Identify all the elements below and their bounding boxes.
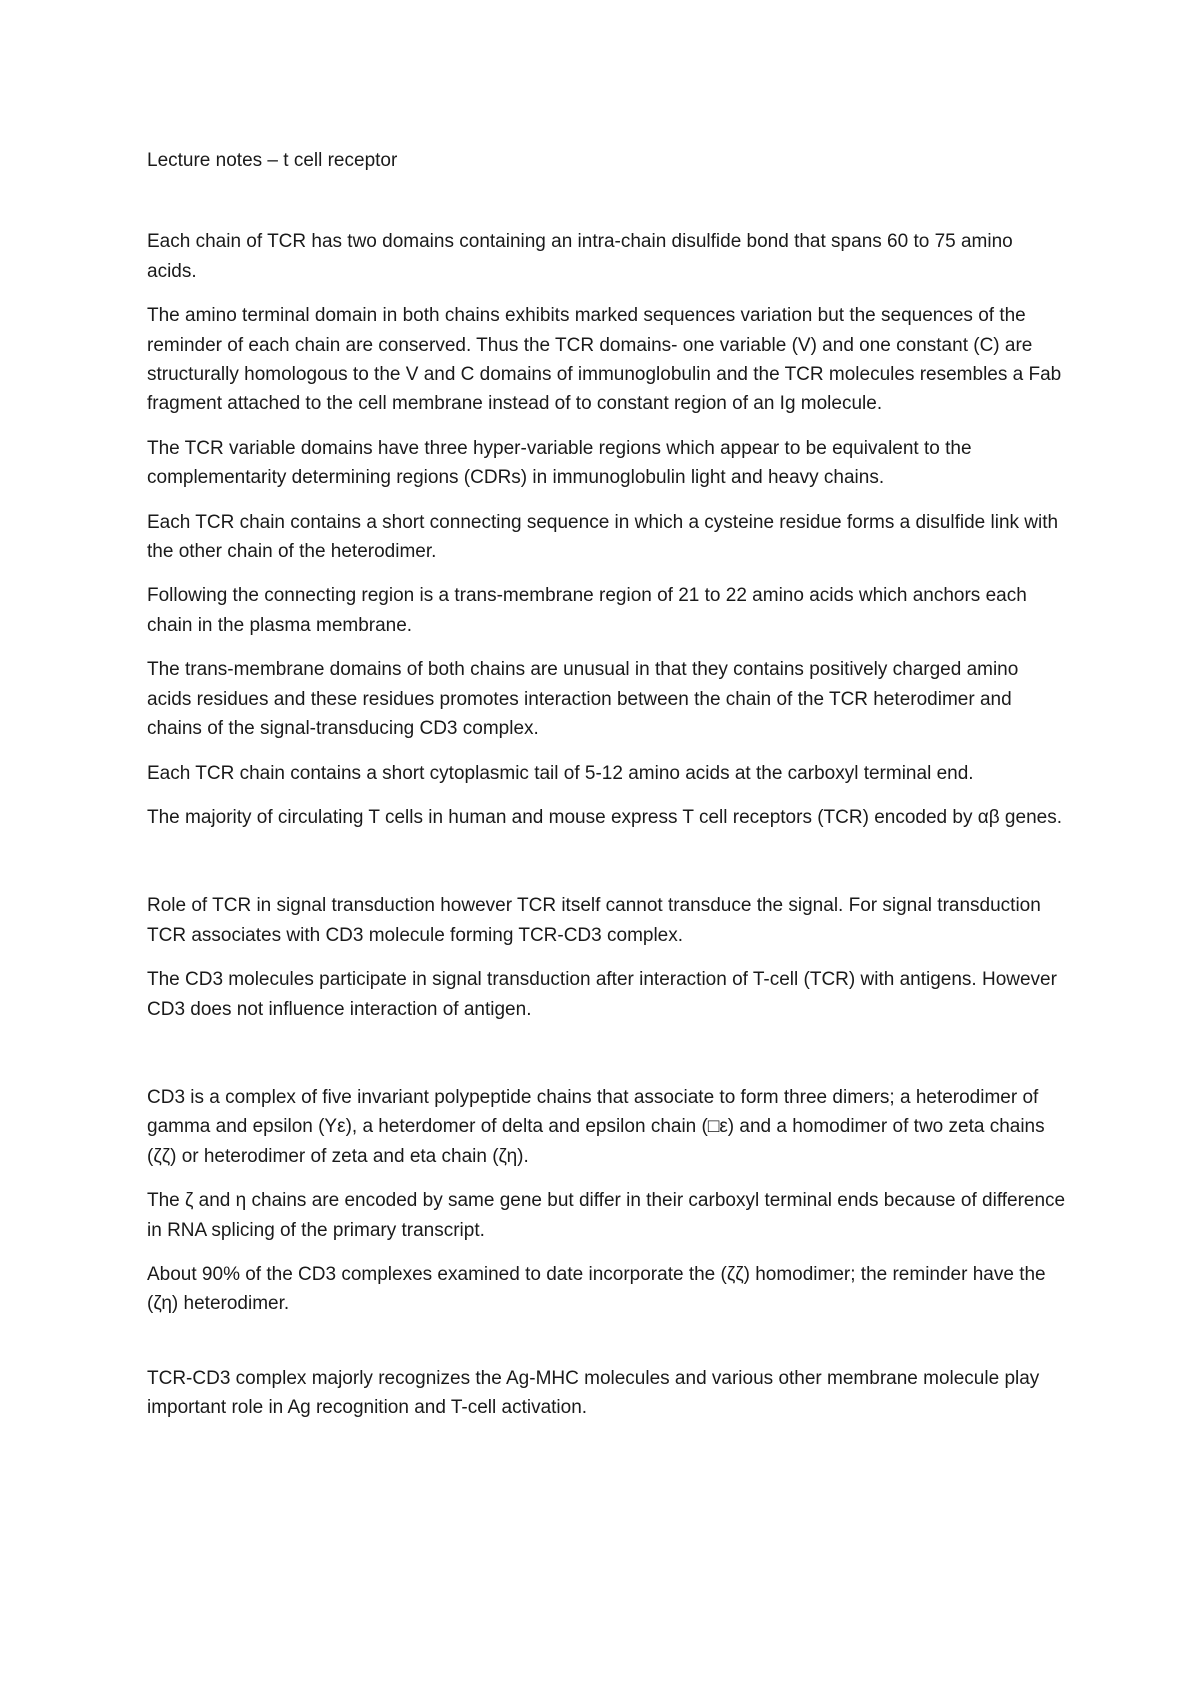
paragraph: Each TCR chain contains a short connecting sequence in which a cysteine residue forms a disulfide link with the other chain of the heterodimer.: [147, 511, 1059, 563]
paragraph: The majority of circulating T cells in human and mouse express T cell receptors (TCR) encoded by αβ genes.: [147, 806, 1062, 828]
signal-paragraph: Role of TCR in signal transduction however TCR itself cannot transduce the signal. For signal transduction TCR associates with CD3 molecule forming TCR-CD3 complex.: [147, 895, 1041, 946]
cd3-paragraph: CD3 is a complex of five invariant polypeptide chains that associate to form three dimers; a heterodimer of gamma and epsilon (Yε), a heterdomer of delta and epsilon chain (□ε) and a homodimer of two zeta chains (ζζ) or heterodimer of zeta and eta chain (ζη).: [147, 1086, 1045, 1167]
cd3-paragraph: The ζ and η chains are encoded by same gene but differ in their carboxyl terminal ends because of difference in RNA splicing of the primary transcript.: [147, 1190, 1066, 1241]
paragraph: The trans-membrane domains of both chains are unusual in that they contains positively charged amino acids residues and these residues promotes interaction between the chain of the TCR heterodimer and chains of the signal-transducing CD3 complex.: [147, 659, 1019, 740]
closing-paragraph: TCR-CD3 complex majorly recognizes the Ag-MHC molecules and various other membrane molecule play important role in Ag recognition and T-cell activation.: [147, 1367, 1040, 1419]
paragraph: Following the connecting region is a trans-membrane region of 21 to 22 amino acids which anchors each chain in the plasma membrane.: [147, 585, 1027, 636]
paragraph: Each chain of TCR has two domains containing an intra-chain disulfide bond that spans 60 to 75 amino acids.: [147, 231, 1013, 282]
paragraph: The amino terminal domain in both chains exhibits marked sequences variation but the sequences of the reminder of each chain are conserved. Thus the TCR domains- one variable (V) and one constant (C) are structurally homologous to the V and C domains of immunoglobulin and the TCR molecules resembles a Fab fragment attached to the cell membrane instead of to constant region of an Ig molecule.: [147, 305, 1062, 415]
section-spacer: [147, 847, 1067, 891]
page-title: Lecture notes – t cell receptor: [147, 150, 398, 171]
paragraph: Each TCR chain contains a short cytoplasmic tail of 5-12 amino acids at the carboxyl terminal end.: [147, 762, 974, 784]
section-spacer: [147, 1334, 1067, 1364]
signal-paragraph: The CD3 molecules participate in signal transduction after interaction of T-cell (TCR) with antigens. However CD3 does not influence interaction of antigen.: [147, 969, 1057, 1020]
cd3-paragraph: About 90% of the CD3 complexes examined to date incorporate the (ζζ) homodimer; the reminder have the (ζη) heterodimer.: [147, 1263, 1046, 1315]
document-body: [147, 146, 1067, 1438]
section-spacer: [147, 1039, 1067, 1083]
paragraph: The TCR variable domains have three hyper-variable regions which appear to be equivalent to the complementarity determining regions (CDRs) in immunoglobulin light and heavy chains.: [147, 437, 972, 489]
